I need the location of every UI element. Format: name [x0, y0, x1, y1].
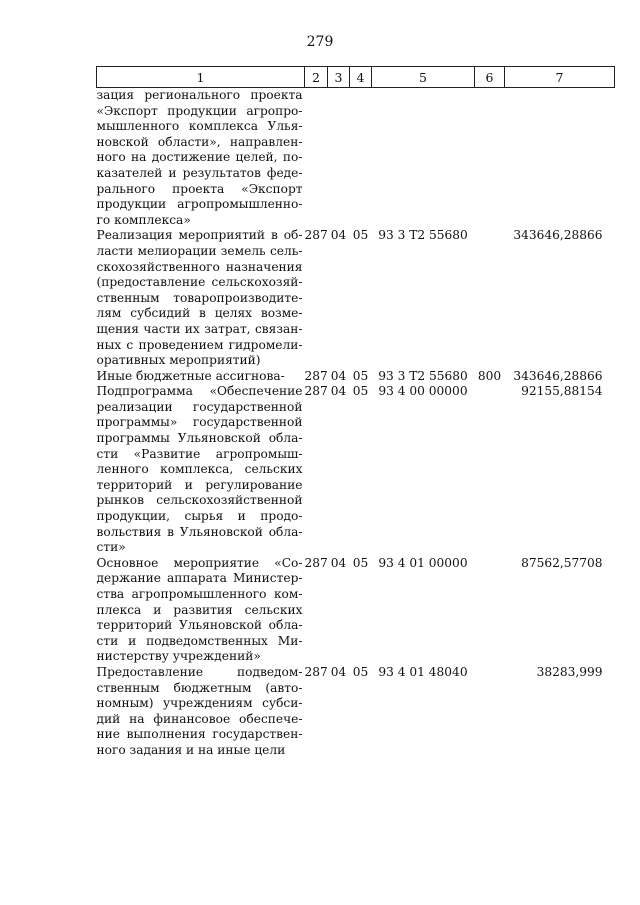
- column-header: 7: [505, 67, 615, 88]
- column-header: 3: [328, 67, 350, 88]
- expense-type-code: [475, 384, 505, 556]
- description-line: реализации государственной: [96, 399, 303, 414]
- subsection-code: 05: [352, 228, 369, 243]
- description-line: новской области», направлен-: [96, 134, 303, 149]
- description-line: номным) учреждениям субси-: [96, 696, 303, 711]
- description-line: держание аппарата Министер-: [96, 571, 303, 586]
- description-line: ства агропромышленного ком-: [96, 587, 303, 601]
- column-header: 5: [372, 67, 475, 88]
- table-row: [97, 369, 615, 385]
- section-code: 04: [330, 384, 347, 399]
- description-line: вольствия в Ульяновской обла-: [96, 524, 303, 539]
- description-line: зация регионального проекта: [96, 88, 303, 102]
- subsection-code: 05: [352, 555, 369, 570]
- description-line: ственным бюджетным (авто-: [96, 680, 303, 695]
- amount-value: [505, 88, 615, 229]
- description-line: сти и подведомственных Ми-: [96, 633, 303, 648]
- description-line: «Экспорт продукции агропро-: [96, 103, 303, 118]
- description-line: нистерству учреждений»: [96, 649, 261, 664]
- row-description: [97, 384, 305, 556]
- description-line: Иные бюджетные ассигнова-: [96, 368, 285, 383]
- description-line: ного на достижение целей, по-: [96, 150, 303, 165]
- description-line: программы» государственной: [96, 415, 303, 430]
- table-row: [97, 665, 615, 759]
- administrator-code: 287: [304, 664, 328, 679]
- description-line: программы Ульяновской обла-: [96, 431, 303, 446]
- description-line: Реализация мероприятий в об-: [96, 228, 303, 243]
- section-code: [328, 88, 350, 229]
- description-line: Основное мероприятие «Со-: [96, 555, 303, 570]
- description-line: казателей и результатов феде-: [96, 165, 303, 180]
- administrator-code: [305, 88, 328, 229]
- description-line: скохозяйственного назначения: [96, 259, 303, 274]
- section-code: 04: [330, 228, 347, 243]
- description-line: го комплекса»: [96, 212, 191, 227]
- target-article-code: 93 4 00 00000: [378, 384, 468, 399]
- description-line: плекса и развития сельских: [96, 602, 303, 617]
- subsection-code: 05: [352, 664, 369, 679]
- target-article-code: [372, 88, 475, 229]
- administrator-code: 287: [304, 384, 328, 399]
- budget-table: [96, 66, 615, 759]
- table-row: [97, 88, 615, 229]
- description-line: лям субсидий в целях возме-: [96, 306, 303, 321]
- target-article-code: 93 3 T2 55680: [378, 228, 468, 243]
- amount-value: 38283,999: [536, 664, 603, 679]
- subsection-code: [350, 88, 372, 229]
- expense-type-code: [475, 228, 505, 368]
- expense-type-code: [475, 88, 505, 229]
- target-article-code: 93 4 01 00000: [378, 555, 468, 570]
- description-line: ных с проведением гидромели-: [96, 337, 303, 352]
- amount-value: 92155,88154: [521, 384, 603, 399]
- description-line: территорий Ульяновской обла-: [96, 618, 303, 633]
- description-line: оративных мероприятий): [96, 353, 261, 368]
- description-line: Подпрограмма «Обеспечение: [96, 384, 303, 399]
- description-line: продукции, сырья и продо-: [96, 509, 303, 524]
- subsection-code: 05: [352, 368, 369, 383]
- table-row: [97, 228, 615, 368]
- amount-value: 343646,28866: [513, 368, 603, 383]
- description-line: ние выполнения государствен-: [96, 727, 303, 742]
- column-header: 1: [97, 67, 305, 88]
- description-line: рального проекта «Экспорт: [96, 181, 303, 196]
- description-line: рынков сельскохозяйственной: [96, 493, 303, 508]
- column-header: 2: [305, 67, 328, 88]
- description-line: территорий и регулирование: [96, 477, 303, 492]
- description-line: сти «Развитие агропромыш-: [96, 446, 303, 461]
- administrator-code: 287: [304, 368, 328, 383]
- table-header-row: [97, 67, 615, 88]
- description-line: продукции агропромышленно-: [96, 197, 303, 212]
- row-description: [97, 665, 305, 759]
- description-line: ленного комплекса, сельских: [96, 462, 303, 477]
- column-header: 6: [475, 67, 505, 88]
- description-line: ственным товаропроизводите-: [96, 290, 303, 305]
- row-description: [97, 556, 305, 665]
- expense-type-code: 800: [477, 368, 502, 383]
- column-header: 4: [350, 67, 372, 88]
- target-article-code: 93 4 01 48040: [378, 664, 468, 679]
- table-row: [97, 556, 615, 665]
- section-code: 04: [330, 368, 347, 383]
- administrator-code: 287: [304, 555, 328, 570]
- description-line: ласти мелиорации земель сель-: [96, 243, 303, 258]
- expense-type-code: [475, 556, 505, 665]
- target-article-code: 93 3 T2 55680: [378, 368, 468, 383]
- page-number: 279: [306, 34, 334, 50]
- description-line: сти»: [96, 540, 126, 555]
- amount-value: 343646,28866: [513, 228, 603, 243]
- subsection-code: 05: [352, 384, 369, 399]
- row-description: [97, 88, 305, 229]
- description-line: мышленного комплекса Улья-: [96, 119, 303, 134]
- amount-value: 87562,57708: [521, 555, 603, 570]
- administrator-code: 287: [304, 228, 328, 243]
- table-row: [97, 384, 615, 556]
- expense-type-code: [475, 665, 505, 759]
- description-line: щения части их затрат, связан-: [96, 321, 303, 336]
- row-description: [97, 228, 305, 368]
- row-description: [97, 369, 305, 385]
- description-line: Предоставление подведом-: [96, 664, 303, 679]
- description-line: ного задания и на иные цели: [96, 742, 286, 757]
- description-line: дий на финансовое обеспече-: [96, 711, 303, 726]
- section-code: 04: [330, 664, 347, 679]
- description-line: (предоставление сельскохозяй-: [96, 275, 303, 290]
- section-code: 04: [330, 555, 347, 570]
